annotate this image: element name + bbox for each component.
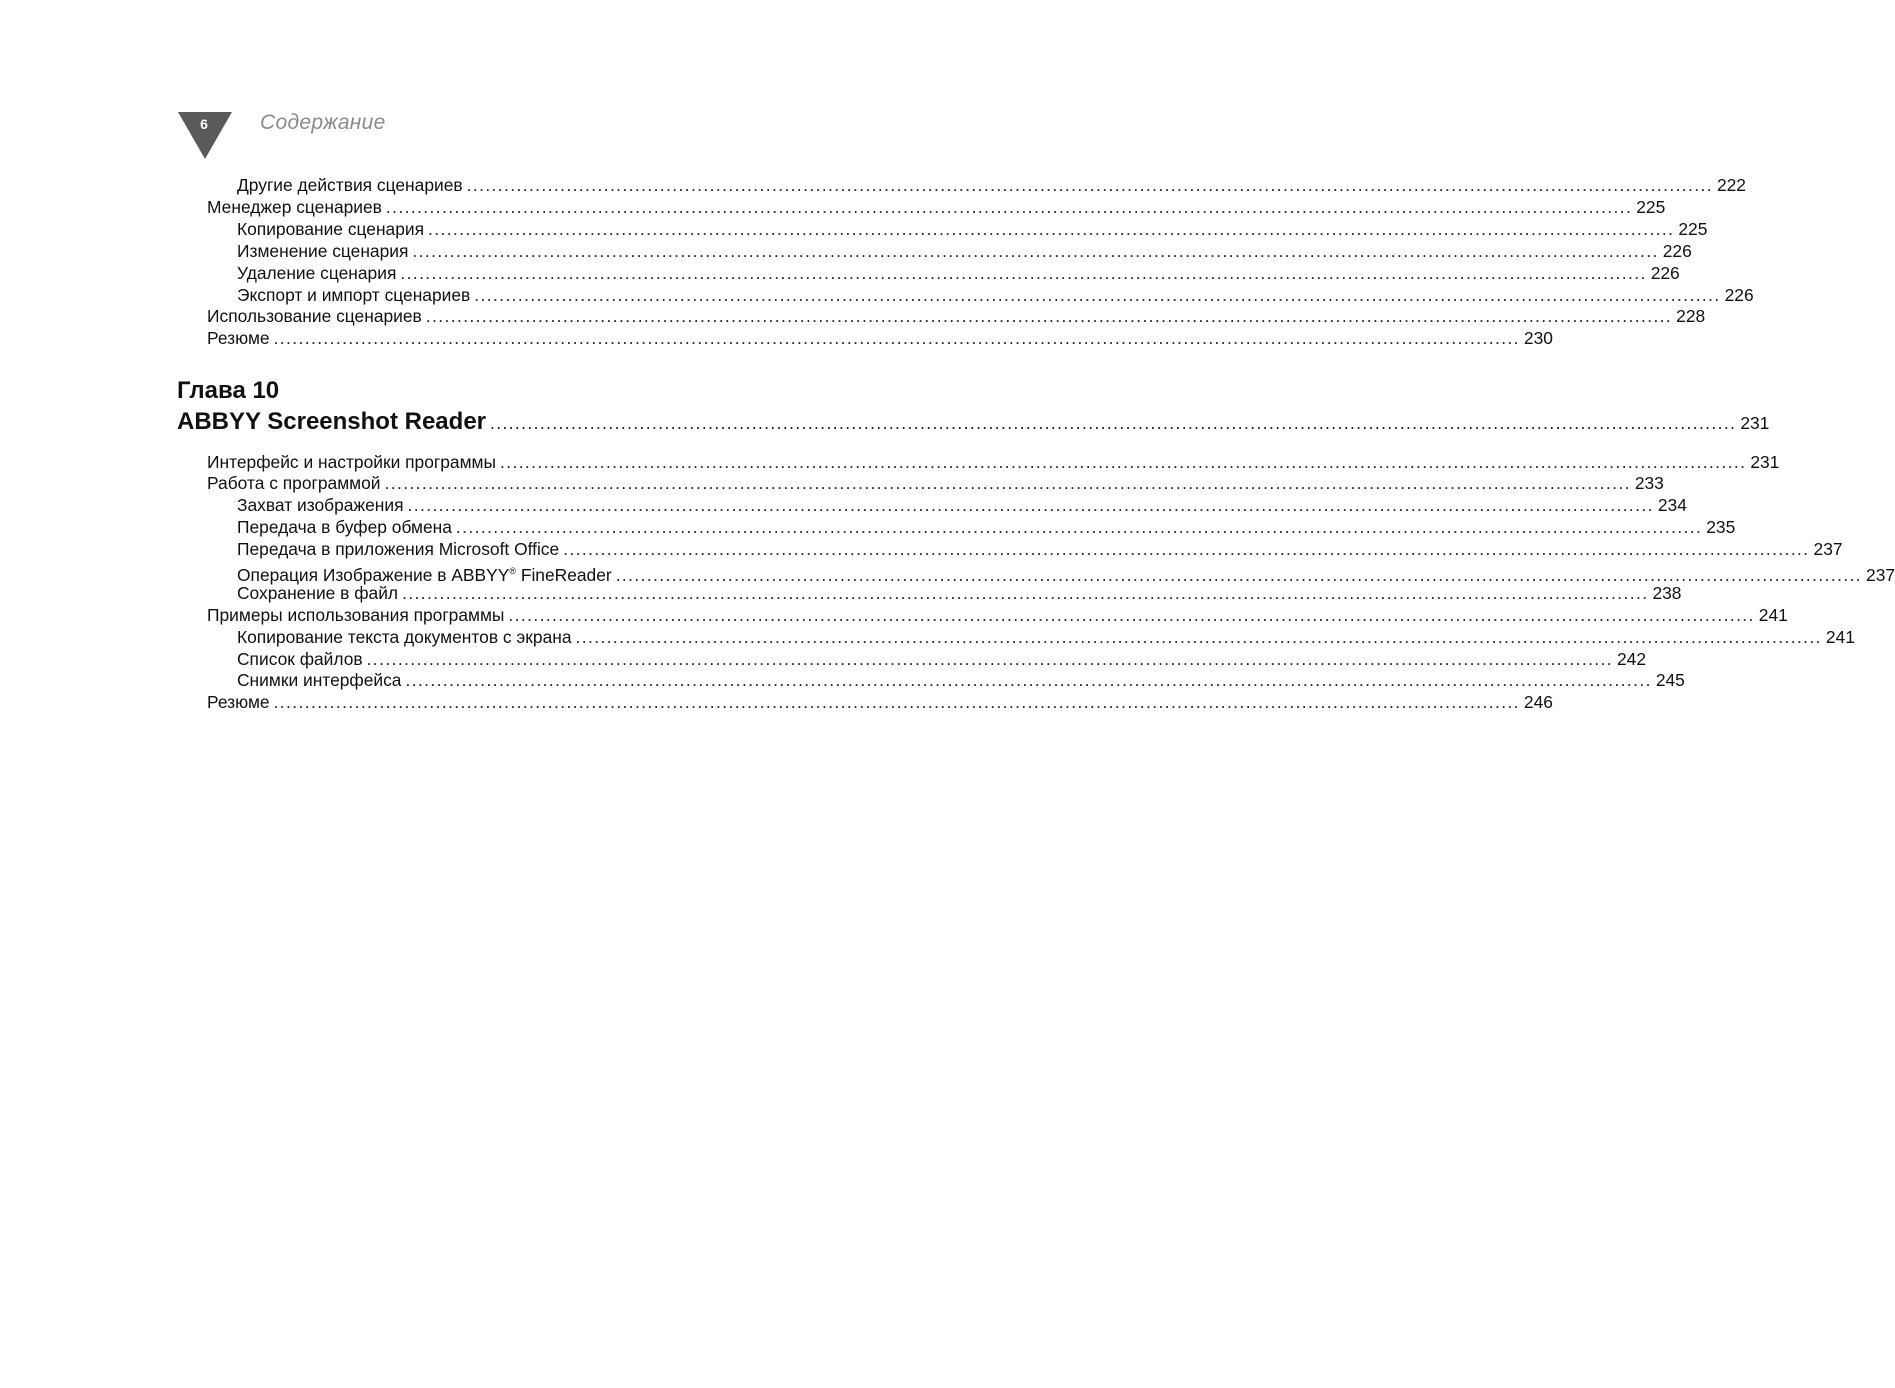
- toc-entry-page: 238: [1652, 583, 1682, 603]
- toc-entry-page: 245: [1655, 670, 1685, 690]
- toc-entry-page: 237: [1866, 565, 1895, 585]
- toc-entry[interactable]: [237, 516, 1736, 538]
- toc-entry-title: Работа с программой: [207, 473, 381, 493]
- toc-entry-title: Снимки интерфейса: [237, 670, 402, 690]
- toc-leader-dots: ........................................................................................................................................................................................................: [508, 605, 1755, 625]
- toc-leader-dots: ........................................................................................................................................................................................................: [466, 175, 1713, 195]
- toc-leader-dots: ........................................................................................................................................................................................................: [402, 583, 1649, 603]
- toc-entry-page: 235: [1706, 517, 1736, 537]
- toc-entry[interactable]: [237, 560, 1895, 585]
- toc-entry-title: Сохранение в файл: [237, 583, 399, 603]
- toc-entry-title: Использование сценариев: [207, 306, 422, 326]
- chapter-page: 231: [1740, 413, 1770, 433]
- chapter-label: Глава 10: [177, 377, 280, 404]
- toc-leader-dots: ........................................................................................................................................................................................................: [400, 263, 1647, 283]
- toc-entry-page: 237: [1813, 539, 1843, 559]
- toc-entry-page: 228: [1676, 306, 1706, 326]
- toc-leader-dots: ........................................................................................................................................................................................................: [455, 517, 1703, 537]
- toc-entry-title: Передача в буфер обмена: [237, 517, 452, 537]
- toc-entry[interactable]: [237, 582, 1682, 604]
- toc-entry-page: 226: [1650, 263, 1680, 283]
- toc-leader-dots: ........................................................................................................................................................................................................: [384, 473, 1631, 493]
- toc-entry-title: Экспорт и импорт сценариев: [237, 285, 471, 305]
- toc-leader-dots: ........................................................................................................................................................................................................: [273, 692, 1520, 712]
- toc-entry-title: Удаление сценария: [237, 263, 397, 283]
- toc-entry-title: Изменение сценария: [237, 241, 409, 261]
- toc-entry[interactable]: [207, 451, 1780, 473]
- toc-entry-page: 234: [1657, 495, 1687, 515]
- toc-entry-page: 226: [1662, 241, 1692, 261]
- chapter-heading[interactable]: [177, 408, 1770, 438]
- toc-leader-dots: ........................................................................................................................................................................................................: [474, 285, 1721, 305]
- toc-entry-page: 226: [1724, 285, 1754, 305]
- toc-entry-page: 225: [1636, 197, 1666, 217]
- toc-entry-page: 242: [1617, 649, 1647, 669]
- toc-leader-dots: ........................................................................................................................................................................................................: [615, 565, 1863, 585]
- toc-entry-title: Примеры использования программы: [207, 605, 505, 625]
- section-title: Содержание: [260, 111, 386, 134]
- toc-entry[interactable]: [237, 174, 1746, 196]
- toc-entry[interactable]: [237, 626, 1855, 648]
- toc-leader-dots: ........................................................................................................................................................................................................: [407, 495, 1654, 515]
- toc-entry-page: 246: [1523, 692, 1553, 712]
- toc-entry[interactable]: [207, 691, 1553, 713]
- toc-entry-page: 241: [1825, 627, 1855, 647]
- toc-entry[interactable]: [237, 648, 1647, 670]
- toc-entry[interactable]: [237, 218, 1708, 240]
- toc-entry-title: Резюме: [207, 328, 270, 348]
- toc-entry-title-part: Операция Изображение в ABBYY: [237, 565, 510, 585]
- toc-entry-title: Резюме: [207, 692, 270, 712]
- toc-leader-dots: ........................................................................................................................................................................................................: [490, 413, 1737, 433]
- toc-entry[interactable]: [207, 327, 1553, 349]
- toc-leader-dots: ........................................................................................................................................................................................................: [385, 197, 1633, 217]
- toc-entry[interactable]: [207, 196, 1666, 218]
- toc-entry[interactable]: [207, 472, 1664, 494]
- toc-entry[interactable]: [237, 284, 1754, 306]
- toc-leader-dots: ........................................................................................................................................................................................................: [563, 539, 1810, 559]
- toc-leader-dots: ........................................................................................................................................................................................................: [273, 328, 1520, 348]
- toc-entry-title: Копирование сценария: [237, 219, 425, 239]
- toc-entry[interactable]: [237, 669, 1685, 691]
- toc-entry-title: Список файлов: [237, 649, 363, 669]
- toc-leader-dots: ........................................................................................................................................................................................................: [405, 670, 1652, 690]
- toc-entry-page: 233: [1634, 473, 1664, 493]
- toc-entry[interactable]: [237, 494, 1687, 516]
- toc-entry-page: 241: [1758, 605, 1788, 625]
- toc-leader-dots: ........................................................................................................................................................................................................: [428, 219, 1675, 239]
- toc-entry-title: Копирование текста документов с экрана: [237, 627, 572, 647]
- toc-entry-page: 225: [1678, 219, 1708, 239]
- toc-entry-title: Интерфейс и настройки программы: [207, 452, 496, 472]
- toc-entry-title: Захват изображения: [237, 495, 404, 515]
- toc-entry-title: Передача в приложения Microsoft Office: [237, 539, 560, 559]
- page-header: [178, 110, 578, 162]
- toc-entry-page: 222: [1716, 175, 1746, 195]
- toc-entry-title-part: FineReader: [515, 565, 612, 585]
- toc-entry[interactable]: [237, 538, 1843, 560]
- toc-entry-page: 231: [1750, 452, 1780, 472]
- toc-entry[interactable]: [207, 604, 1788, 626]
- toc-entry[interactable]: [237, 262, 1680, 284]
- toc-entry-title: Другие действия сценариев: [237, 175, 463, 195]
- toc-entry-title: Менеджер сценариев: [207, 197, 382, 217]
- toc-entry[interactable]: [207, 305, 1706, 327]
- toc-entry[interactable]: [237, 240, 1692, 262]
- toc-entry-page: 230: [1523, 328, 1553, 348]
- page-number: 6: [200, 116, 208, 132]
- toc-leader-dots: ........................................................................................................................................................................................................: [425, 306, 1673, 326]
- toc-leader-dots: ........................................................................................................................................................................................................: [412, 241, 1659, 261]
- toc-leader-dots: ........................................................................................................................................................................................................: [500, 452, 1747, 472]
- registered-mark: ®: [509, 566, 516, 576]
- toc-leader-dots: ........................................................................................................................................................................................................: [366, 649, 1613, 669]
- page-number-badge: [178, 110, 234, 160]
- toc-leader-dots: ........................................................................................................................................................................................................: [575, 627, 1822, 647]
- chapter-title: ABBYY Screenshot Reader: [177, 408, 486, 435]
